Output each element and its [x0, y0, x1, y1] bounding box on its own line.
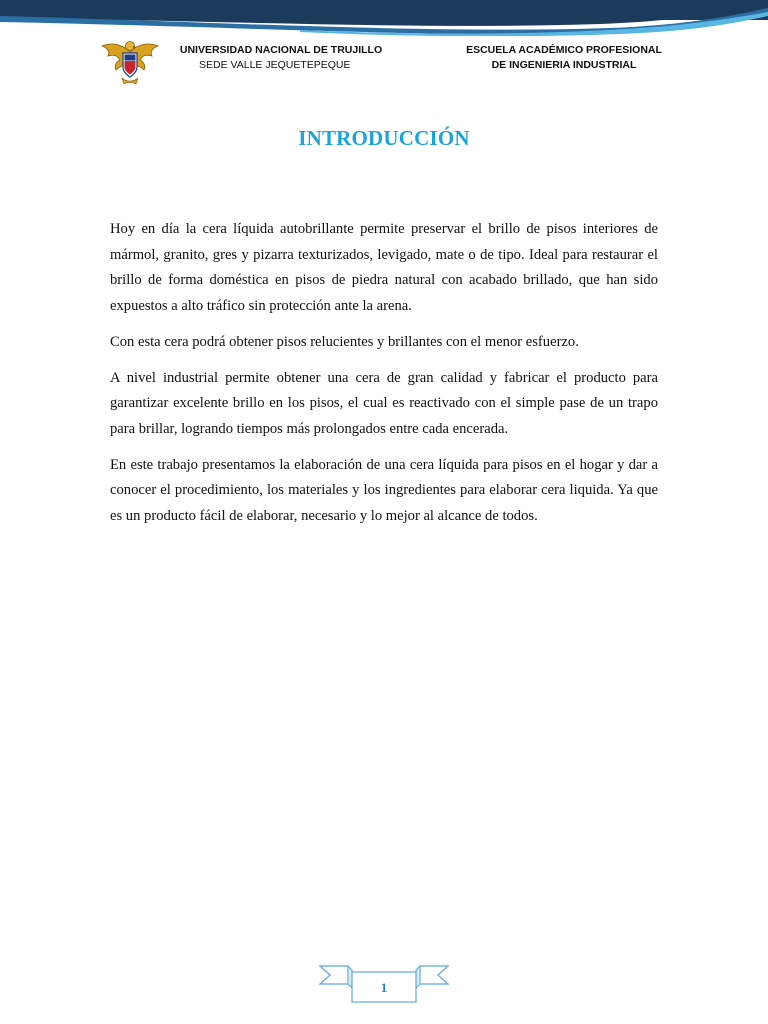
header-wave-band [0, 0, 768, 36]
school-name-line2: DE INGENIERIA INDUSTRIAL [491, 59, 637, 71]
university-name: UNIVERSIDAD NACIONAL DE TRUJILLO [179, 44, 383, 56]
page-title: INTRODUCCIÓN [298, 126, 470, 150]
document-body [110, 217, 658, 540]
page-number-ribbon [318, 962, 450, 1004]
paragraph: Con esta cera podrá obtener pisos relucientes y brillantes con el menor esfuerzo. [110, 333, 579, 350]
paragraph: Hoy en día la cera líquida autobrillante permite preservar el brillo de pisos interiores de mármol, granito, gres y pizarra texturizados, levigado, mate o de tipo. Ideal para restaurar el brillo de forma doméstica en pisos de piedra natural con acabado brillado, que han sido expuestos a alto tráfico sin protección ante la arena. [110, 221, 658, 315]
university-crest-icon [100, 38, 160, 84]
paragraph: En este trabajo presentamos la elaboración de una cera líquida para pisos en el hogar y dar a conocer el procedimiento, los materiales y los ingredientes para elaborar cera liquida. Ya que es un producto fácil de elaborar, necesario y lo mejor al alcance de todos. [110, 456, 658, 525]
school-name-line1: ESCUELA ACADÉMICO PROFESIONAL [466, 44, 662, 56]
university-name-block [166, 43, 396, 73]
paragraph: A nivel industrial permite obtener una cera de gran calidad y fabricar el producto para garantizar excelente brillo en los pisos, el cual es reactivado con el simple pase de un trapo para brillar, logrando tiempos más prolongados entre cada encerada. [110, 369, 658, 437]
school-name-block [452, 43, 676, 73]
campus-name: SEDE VALLE JEQUETEPEQUE [199, 59, 351, 71]
page-number: 1 [380, 980, 388, 995]
